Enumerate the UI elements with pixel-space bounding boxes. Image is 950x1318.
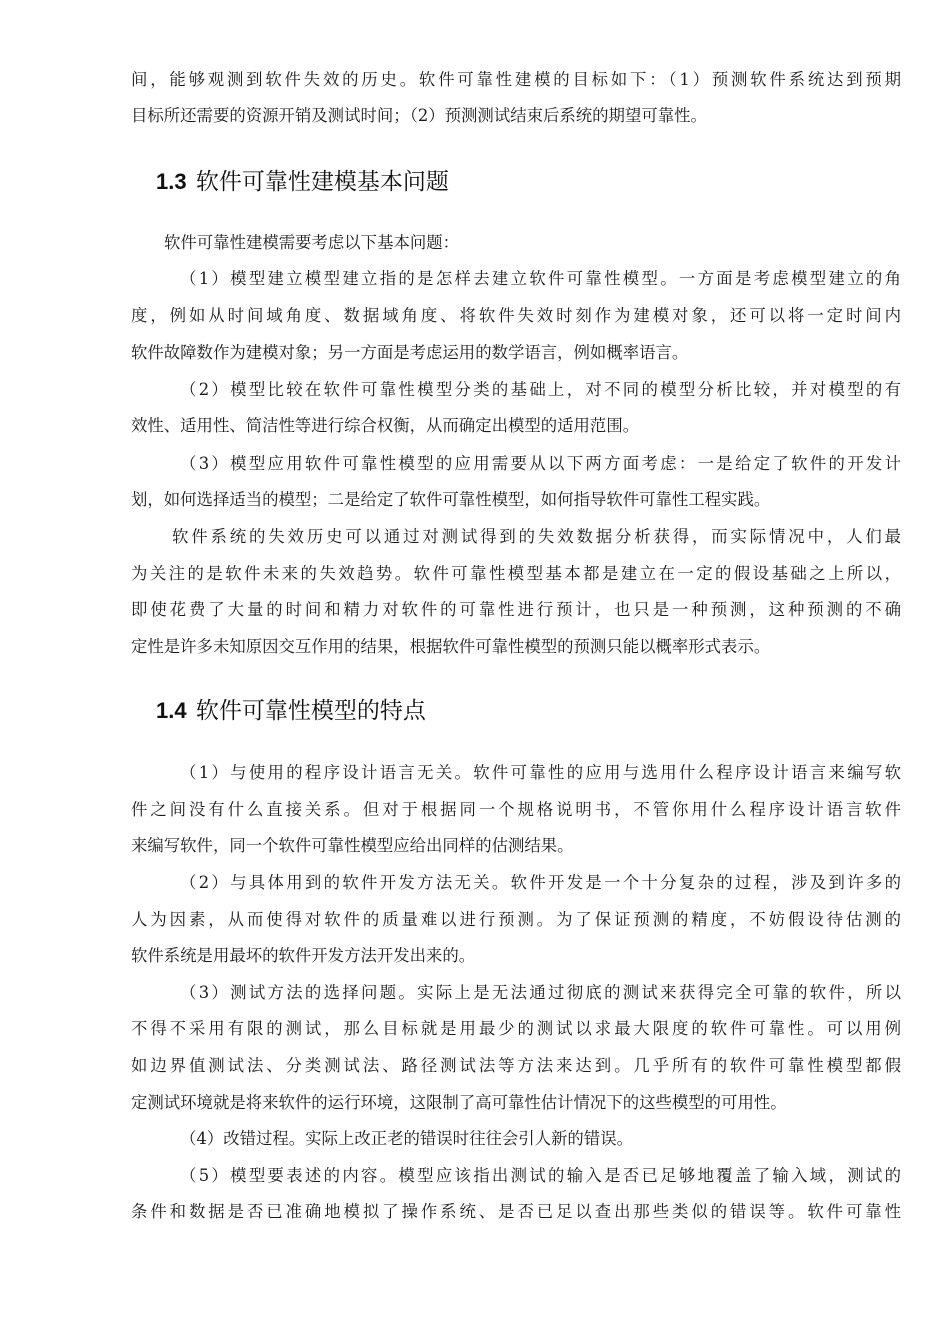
paragraph-line: 软件系统的失效历史可以通过对测试得到的失效数据分析获得，而实际情况中，人们最 — [172, 527, 901, 546]
paragraph-line: 件之间没有什么直接关系。但对于根据同一个规格说明书，不管你用什么程序设计语言软件 — [131, 800, 901, 819]
paragraph-line: （1）模型建立模型建立指的是怎样去建立软件可靠性模型。一方面是考虑模型建立的角 — [180, 269, 901, 288]
paragraph-line: 定性是许多未知原因交互作用的结果，根据软件可靠性模型的预测只能以概率形式表示。 — [131, 637, 771, 656]
paragraph-line: （3）模型应用软件可靠性模型的应用需要从以下两方面考虑：一是给定了软件的开发计 — [180, 454, 901, 473]
intro-line-1: 间，能够观测到软件失效的历史。软件可靠性建模的目标如下：（1）预测软件系统达到预期 — [131, 70, 901, 89]
paragraph-line: 如边界值测试法、分类测试法、路径测试法等方法来达到。几乎所有的软件可靠性模型都假 — [131, 1056, 901, 1075]
paragraph-line: （3）测试方法的选择问题。实际上是无法通过彻底的测试来获得完全可靠的软件，所以 — [180, 983, 901, 1002]
paragraph-line: 来编写软件，同一个软件可靠性模型应给出同样的估测结果。 — [131, 836, 574, 855]
section-heading-1-3 — [156, 167, 449, 197]
section-heading-1-4 — [156, 696, 426, 726]
section-title: 软件可靠性模型的特点 — [195, 698, 426, 724]
section-lead: 软件可靠性建模需要考虑以下基本问题： — [164, 233, 460, 252]
paragraph-line: （5）模型要表述的内容。模型应该指出测试的输入是否已足够地覆盖了输入域，测试的 — [180, 1166, 901, 1185]
section-number: 1.3 — [156, 169, 187, 194]
paragraph-line: 不得不采用有限的测试，那么目标就是用最少的测试以求最大限度的软件可靠性。可以用例 — [131, 1019, 901, 1038]
paragraph-line: 划，如何选择适当的模型；二是给定了软件可靠性模型，如何指导软件可靠性工程实践。 — [131, 490, 771, 509]
paragraph-line: 度，例如从时间域角度、数据域角度、将软件失效时刻作为建模对象，还可以将一定时间内 — [131, 306, 901, 325]
paragraph-line: 为关注的是软件未来的失效趋势。软件可靠性模型基本都是建立在一定的假设基础之上所以， — [131, 564, 901, 583]
paragraph-line: 即使花费了大量的时间和精力对软件的可靠性进行预计，也只是一种预测，这种预测的不确 — [131, 600, 901, 619]
paragraph-line: 效性、适用性、简洁性等进行综合权衡，从而确定出模型的适用范围。 — [131, 416, 640, 435]
paragraph-line: （2）与具体用到的软件开发方法无关。软件开发是一个十分复杂的过程，涉及到许多的 — [180, 873, 901, 892]
section-title: 软件可靠性建模基本问题 — [195, 169, 449, 195]
paragraph-line: （2）模型比较在软件可靠性模型分类的基础上，对不同的模型分析比较，并对模型的有 — [180, 380, 901, 399]
section-number: 1.4 — [156, 698, 187, 723]
paragraph-line: 定测试环境就是将来软件的运行环境，这限制了高可靠性估计情况下的这些模型的可用性。 — [131, 1093, 787, 1112]
paragraph-line: 人为因素，从而使得对软件的质量难以进行预测。为了保证预测的精度，不妨假设待估测的 — [131, 910, 901, 929]
paragraph-line: （1）与使用的程序设计语言无关。软件可靠性的应用与选用什么程序设计语言来编写软 — [180, 763, 901, 782]
paragraph-line: 条件和数据是否已准确地模拟了操作系统、是否已足以查出那些类似的错误等。软件可靠性 — [131, 1202, 901, 1221]
intro-line-2: 目标所还需要的资源开销及测试时间；（2）预测测试结束后系统的期望可靠性。 — [131, 106, 707, 125]
paragraph-line: 软件系统是用最坏的软件开发方法开发出来的。 — [131, 946, 476, 965]
paragraph-line: （4）改错过程。实际上改正老的错误时往往会引人新的错误。 — [180, 1129, 633, 1148]
paragraph-line: 软件故障数作为建模对象；另一方面是考虑运用的数学语言，例如概率语言。 — [131, 343, 689, 362]
